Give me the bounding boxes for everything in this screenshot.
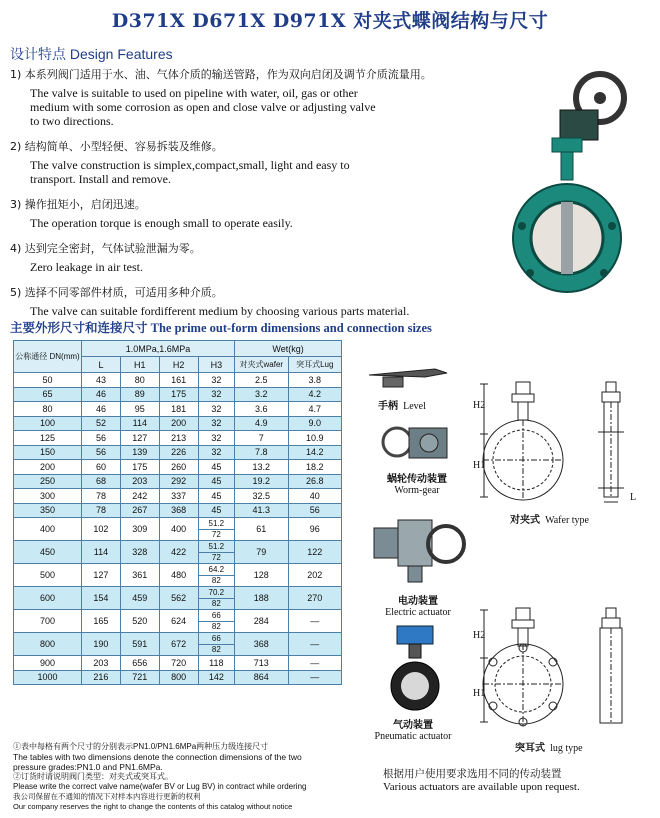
pneumatic-label-cn: 气动装置 xyxy=(393,720,433,731)
table-cell-value: 51.2 xyxy=(199,519,234,530)
table-cell: 260 xyxy=(159,460,198,475)
table-row xyxy=(14,656,342,671)
feature-en-line: The valve is suitable to used on pipeline with water, oil, gas or other xyxy=(30,86,358,100)
table-cell: 7.8 xyxy=(235,445,288,460)
dim-h2-label: H2 xyxy=(473,400,486,411)
lug-label-cn: 突耳式 xyxy=(515,743,545,754)
table-row xyxy=(14,587,342,610)
table-cell-value: 82 xyxy=(211,621,221,631)
feature-cn: 本系列阀门适用于水、油、气体介质的输送管路，作为双向启闭及调节介质流量用。 xyxy=(24,68,432,81)
table-cell-value: 72 xyxy=(211,552,221,562)
electric-label-cn: 电动装置 xyxy=(398,596,438,607)
page-title: D371X D671X D971X 对夹式蝶阀结构与尺寸 xyxy=(111,10,549,32)
feature-cn: 选择不同零部件材质，可适用多种介质。 xyxy=(24,286,223,299)
table-cell: 32 xyxy=(198,387,234,402)
table-cell: 203 xyxy=(120,474,159,489)
table-cell: 61 xyxy=(235,518,288,541)
table-cell: 95 xyxy=(120,402,159,417)
table-cell: 480 xyxy=(159,564,198,587)
table-cell: 154 xyxy=(82,587,121,610)
table-row xyxy=(14,633,342,656)
feature-item xyxy=(10,66,520,128)
notes xyxy=(13,742,343,812)
dimensions-table xyxy=(13,340,342,685)
table-cell xyxy=(198,564,234,587)
table-cell: 284 xyxy=(235,610,288,633)
worm-label-en: Worm-gear xyxy=(394,485,440,496)
note-line: ②订货时请说明阀门类型：对夹式或突耳式。 xyxy=(13,772,173,781)
footer-cn: 根据用户使用要求选用不同的传动装置 xyxy=(383,768,562,780)
table-cell: 721 xyxy=(120,670,159,685)
table-cell: 32 xyxy=(198,431,234,446)
col-l: L xyxy=(82,357,121,373)
table-cell xyxy=(198,610,234,633)
col-pressure: 1.0MPa,1.6MPa xyxy=(82,341,235,357)
table-cell: 60 xyxy=(82,460,121,475)
wafer-label-cn: 对夹式 xyxy=(510,515,540,526)
table-cell: 368 xyxy=(159,503,198,518)
level-label xyxy=(378,394,426,413)
table-row xyxy=(14,416,342,431)
note-line: pressure grades:PN1.0 and PN1.6MPa. xyxy=(13,762,163,772)
table-cell: 656 xyxy=(120,656,159,671)
dim-l-label: L xyxy=(630,492,637,503)
table-cell: 213 xyxy=(159,431,198,446)
table-cell: 43 xyxy=(82,373,121,388)
table-cell: 102 xyxy=(82,518,121,541)
table-cell: 45 xyxy=(198,460,234,475)
table-cell: 26.8 xyxy=(288,474,341,489)
dimensions-heading: 主要外形尺寸和连接尺寸 The prime out-form dimensions and connection sizes xyxy=(10,321,432,335)
feature-en-line: The valve can suitable fordifferent medium by choosing various parts material. xyxy=(30,304,410,318)
table-cell: 520 xyxy=(120,610,159,633)
table-cell: 250 xyxy=(14,474,82,489)
feature-item xyxy=(10,240,520,274)
table-cell: 32 xyxy=(198,373,234,388)
table-cell: 3.8 xyxy=(288,373,341,388)
table-cell: 900 xyxy=(14,656,82,671)
note-line: 我公司保留在不通知的情况下对样本内容进行更新的权利 xyxy=(13,792,201,801)
col-h2: H2 xyxy=(159,357,198,373)
table-cell: — xyxy=(288,633,341,656)
table-cell: 800 xyxy=(159,670,198,685)
table-cell: 80 xyxy=(120,373,159,388)
table-cell: 13.2 xyxy=(235,460,288,475)
table-cell: 459 xyxy=(120,587,159,610)
table-cell: 32 xyxy=(198,402,234,417)
feature-en-line: medium with some corrosion as open and close valve or adjusting valve xyxy=(30,100,376,114)
table-cell: 40 xyxy=(288,489,341,504)
feature-en-line: Zero leakage in air test. xyxy=(30,260,143,274)
feature-en-line: transport. Install and remove. xyxy=(30,172,171,186)
electric-label xyxy=(368,592,468,618)
table-cell-value: 72 xyxy=(211,529,221,539)
col-lug: 突耳式Lug xyxy=(288,357,341,373)
feature-cn: 结构简单、小型轻便、容易拆装及维修。 xyxy=(24,140,223,153)
table-cell: 150 xyxy=(14,445,82,460)
table-cell: — xyxy=(288,656,341,671)
table-cell: 68 xyxy=(82,474,121,489)
table-cell: 127 xyxy=(120,431,159,446)
table-cell: 175 xyxy=(159,387,198,402)
table-cell: 9.0 xyxy=(288,416,341,431)
table-cell xyxy=(198,633,234,656)
table-row xyxy=(14,610,342,633)
table-cell-value: 66 xyxy=(199,634,234,645)
table-cell: 422 xyxy=(159,541,198,564)
table-cell: 368 xyxy=(235,633,288,656)
col-h1: H1 xyxy=(120,357,159,373)
table-cell: 202 xyxy=(288,564,341,587)
table-cell: 672 xyxy=(159,633,198,656)
feature-item xyxy=(10,284,520,318)
table-cell: 96 xyxy=(288,518,341,541)
table-cell: 4.2 xyxy=(288,387,341,402)
table-cell: 400 xyxy=(159,518,198,541)
table-row xyxy=(14,431,342,446)
table-cell: 864 xyxy=(235,670,288,685)
feature-en-line: to two directions. xyxy=(30,114,114,128)
table-cell: 127 xyxy=(82,564,121,587)
table-cell-value: 82 xyxy=(211,575,221,585)
table-cell: 45 xyxy=(198,503,234,518)
table-cell: 10.9 xyxy=(288,431,341,446)
table-row xyxy=(14,541,342,564)
table-cell: — xyxy=(288,610,341,633)
table-cell: 3.2 xyxy=(235,387,288,402)
table-cell: 562 xyxy=(159,587,198,610)
table-cell: 125 xyxy=(14,431,82,446)
note-line: Our company reserves the right to change the contents of this catalog without notice xyxy=(13,802,293,811)
lug-type-label xyxy=(515,736,583,755)
worm-gear-icon xyxy=(375,418,455,466)
table-cell: 800 xyxy=(14,633,82,656)
table-cell: 500 xyxy=(14,564,82,587)
table-cell-value: 82 xyxy=(211,644,221,654)
table-cell: 45 xyxy=(198,474,234,489)
table-cell: 45 xyxy=(198,489,234,504)
feature-number: 3) xyxy=(10,198,22,211)
table-cell: 216 xyxy=(82,670,121,685)
table-cell: 118 xyxy=(198,656,234,671)
table-cell: 165 xyxy=(82,610,121,633)
table-cell: 591 xyxy=(120,633,159,656)
table-cell: 292 xyxy=(159,474,198,489)
table-cell: 175 xyxy=(120,460,159,475)
table-cell: 720 xyxy=(159,656,198,671)
table-cell: 226 xyxy=(159,445,198,460)
lug-label-en: lug type xyxy=(550,743,583,754)
table-cell: 337 xyxy=(159,489,198,504)
table-cell: 4.9 xyxy=(235,416,288,431)
table-cell xyxy=(198,587,234,610)
table-cell: 46 xyxy=(82,402,121,417)
worm-label-cn: 蜗轮传动装置 xyxy=(387,474,447,485)
feature-item xyxy=(10,196,520,230)
table-row xyxy=(14,387,342,402)
table-cell: 32 xyxy=(198,445,234,460)
worm-label xyxy=(372,470,462,496)
electric-actuator-icon xyxy=(368,508,468,588)
level-label-en: Level xyxy=(403,401,426,412)
table-cell: 41.3 xyxy=(235,503,288,518)
table-cell: 200 xyxy=(14,460,82,475)
table-cell: 713 xyxy=(235,656,288,671)
feature-number: 2) xyxy=(10,140,22,153)
feature-number: 1) xyxy=(10,68,22,81)
table-cell: 267 xyxy=(120,503,159,518)
feature-en-line: The valve construction is simplex,compact,small, light and easy to xyxy=(30,158,350,172)
table-cell-value: 64.2 xyxy=(199,565,234,576)
design-features-list xyxy=(10,66,520,318)
table-cell: 78 xyxy=(82,489,121,504)
table-cell: 400 xyxy=(14,518,82,541)
dim-h2-label-lug: H2 xyxy=(473,630,486,641)
level-label-cn: 手柄 xyxy=(378,401,398,412)
table-cell: 361 xyxy=(120,564,159,587)
table-row xyxy=(14,460,342,475)
table-cell: 89 xyxy=(120,387,159,402)
table-cell: 181 xyxy=(159,402,198,417)
table-cell: 114 xyxy=(82,541,121,564)
table-cell-value: 51.2 xyxy=(199,542,234,553)
table-cell: 100 xyxy=(14,416,82,431)
table-cell: — xyxy=(288,670,341,685)
pneumatic-actuator-icon xyxy=(385,624,445,714)
table-row xyxy=(14,518,342,541)
table-row xyxy=(14,474,342,489)
table-row xyxy=(14,373,342,388)
dimensions-body xyxy=(14,373,342,685)
table-cell xyxy=(198,518,234,541)
table-cell: 1000 xyxy=(14,670,82,685)
col-dn: 公称通径 DN(mm) xyxy=(14,341,82,373)
table-cell: 270 xyxy=(288,587,341,610)
table-cell: 309 xyxy=(120,518,159,541)
table-row xyxy=(14,489,342,504)
design-features-heading: 设计特点 Design Features xyxy=(10,46,173,62)
table-cell: 78 xyxy=(82,503,121,518)
table-cell: 350 xyxy=(14,503,82,518)
table-cell: 52 xyxy=(82,416,121,431)
table-cell: 128 xyxy=(235,564,288,587)
table-cell: 18.2 xyxy=(288,460,341,475)
table-cell: 32 xyxy=(198,416,234,431)
wafer-type-drawing xyxy=(470,372,655,507)
note-line: ①表中每格有两个尺寸的分别表示PN1.0/PN1.6MPa两种压力级连接尺寸 xyxy=(13,742,269,751)
table-cell: 200 xyxy=(159,416,198,431)
feature-number: 4) xyxy=(10,242,22,255)
table-cell: 624 xyxy=(159,610,198,633)
table-cell: 122 xyxy=(288,541,341,564)
feature-en-line: The operation torque is enough small to operate easily. xyxy=(30,216,293,230)
table-row xyxy=(14,670,342,685)
footer-en: Various actuators are available upon request. xyxy=(383,781,580,793)
table-row xyxy=(14,445,342,460)
table-cell: 46 xyxy=(82,387,121,402)
table-cell: 80 xyxy=(14,402,82,417)
table-cell: 65 xyxy=(14,387,82,402)
table-cell: 142 xyxy=(198,670,234,685)
table-cell: 161 xyxy=(159,373,198,388)
table-cell xyxy=(198,541,234,564)
table-cell: 328 xyxy=(120,541,159,564)
level-icon xyxy=(365,365,455,395)
feature-cn: 操作扭矩小，启闭迅速。 xyxy=(24,198,146,211)
table-row xyxy=(14,402,342,417)
feature-number: 5) xyxy=(10,286,22,299)
col-h3: H3 xyxy=(198,357,234,373)
table-cell-value: 66 xyxy=(199,611,234,622)
wafer-label-en: Wafer type xyxy=(545,515,589,526)
table-cell-value: 70.2 xyxy=(199,588,234,599)
table-cell: 114 xyxy=(120,416,159,431)
dim-h1-label-lug: H1 xyxy=(473,688,486,699)
table-cell: 14.2 xyxy=(288,445,341,460)
feature-cn: 达到完全密封，气体试验泄漏为零。 xyxy=(24,242,201,255)
electric-label-en: Electric actuator xyxy=(385,607,451,618)
table-cell: 4.7 xyxy=(288,402,341,417)
table-cell: 600 xyxy=(14,587,82,610)
lug-type-drawing xyxy=(470,600,655,735)
table-cell: 139 xyxy=(120,445,159,460)
table-cell: 19.2 xyxy=(235,474,288,489)
table-cell: 203 xyxy=(82,656,121,671)
table-cell: 2.5 xyxy=(235,373,288,388)
table-cell: 3.6 xyxy=(235,402,288,417)
valve-photo xyxy=(510,68,650,318)
note-line: The tables with two dimensions denote the connection dimensions of the two xyxy=(13,752,302,762)
dim-h1-label: H1 xyxy=(473,460,486,471)
footer xyxy=(383,766,653,793)
table-cell: 190 xyxy=(82,633,121,656)
table-cell: 7 xyxy=(235,431,288,446)
pneumatic-label-en: Pneumatic actuator xyxy=(374,731,452,742)
col-wafer: 对夹式wafer xyxy=(235,357,288,373)
table-cell: 56 xyxy=(82,431,121,446)
table-cell: 56 xyxy=(288,503,341,518)
table-row xyxy=(14,503,342,518)
table-cell: 300 xyxy=(14,489,82,504)
table-row xyxy=(14,564,342,587)
note-line: Please write the correct valve name(wafer BV or Lug BV) in contract while ordering xyxy=(13,782,307,791)
table-cell: 700 xyxy=(14,610,82,633)
table-cell: 56 xyxy=(82,445,121,460)
table-cell: 188 xyxy=(235,587,288,610)
table-cell: 32.5 xyxy=(235,489,288,504)
table-cell: 242 xyxy=(120,489,159,504)
wafer-type-label xyxy=(510,508,589,527)
table-cell: 79 xyxy=(235,541,288,564)
col-weight: Wet(kg) xyxy=(235,341,342,357)
feature-item xyxy=(10,138,520,186)
table-cell: 450 xyxy=(14,541,82,564)
table-cell-value: 82 xyxy=(211,598,221,608)
pneumatic-label xyxy=(358,716,468,742)
table-cell: 50 xyxy=(14,373,82,388)
